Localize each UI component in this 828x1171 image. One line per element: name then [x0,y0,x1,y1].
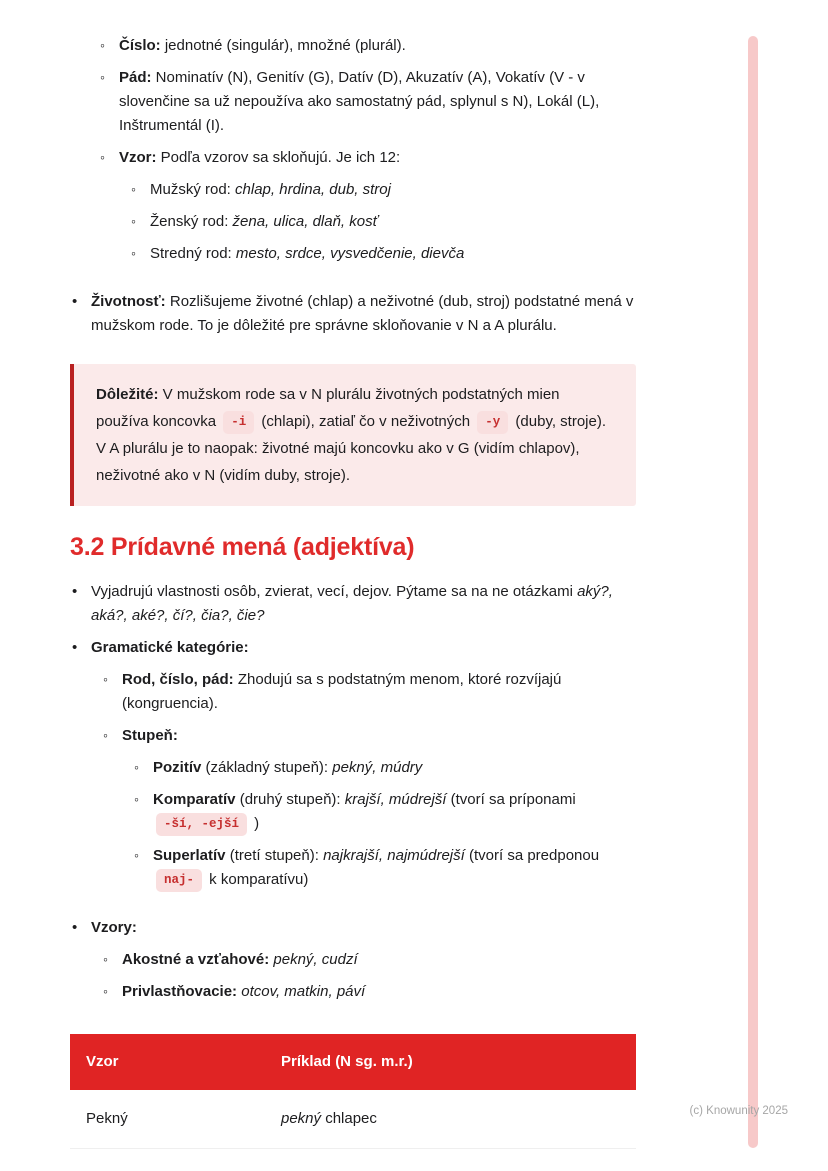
circle-bullet-icon: ◦ [100,37,105,53]
gender-sublist [119,178,636,266]
vzory-sublist [91,948,636,1004]
inline-code-prefix: naj- [156,869,202,892]
term-label: Vzor: [119,149,157,166]
list-item-superlativ [134,844,636,892]
circle-bullet-icon: ◦ [131,181,136,197]
term-label: Rod, číslo, pád: [122,671,234,688]
circle-bullet-icon: ◦ [100,149,105,165]
list-item-cislo [100,34,636,58]
term-label: Pád: [119,69,152,86]
list-item-muzsky-rod [131,178,636,202]
categories-sublist [91,668,636,900]
circle-bullet-icon: ◦ [103,671,108,687]
categories-label: Gramatické kategórie: [91,639,249,656]
inline-code-i: -i [223,411,254,434]
inline-code-y: -y [477,411,508,434]
circle-bullet-icon: ◦ [134,847,139,863]
degree-text3: k komparatívu) [205,871,309,888]
list-item-pad [100,66,636,138]
noun-categories-list [70,34,636,274]
degree-text: (druhý stupeň): [235,791,345,808]
term-label: Privlastňovacie: [122,983,238,1000]
disc-bullet-icon: • [72,919,78,936]
vzor-table [70,1034,636,1149]
degree-examples: krajší, múdrejší [344,791,447,808]
disc-bullet-icon: • [72,583,78,600]
degree-label: Superlatív [153,847,226,864]
gender-label: Ženský rod: [150,213,233,230]
term-text: jednotné (singulár), množné (plurál). [160,37,406,54]
circle-bullet-icon: ◦ [103,727,108,743]
term-label: Akostné a vzťahové: [122,951,270,968]
circle-bullet-icon: ◦ [103,983,108,999]
list-item-rod-cislo-pad [103,668,636,716]
term-text: Nominatív (N), Genitív (G), Datív (D), Akuzatív (A), Vokatív (V - v slovenčine sa už nepoužíva ako samostatný pád, splynul s N), Lokál (L), Inštrumentál (I). [119,69,600,134]
degree-examples: najkrajší, najmúdrejší [323,847,465,864]
circle-bullet-icon: ◦ [103,951,108,967]
important-callout [70,364,636,506]
vzory-label: Vzory: [91,919,137,936]
list-item-vzory [72,916,636,1012]
table-header-vzor: Vzor [70,1034,265,1090]
term-text: Rozlišujeme životné (chlap) a neživotné (dub, stroj) podstatné mená v mužskom rode. To je dôležité pre správne skloňovanie v N a A plurálu. [91,293,634,334]
gender-examples: chlap, hrdina, dub, stroj [235,181,391,198]
gender-examples: mesto, srdce, vysvedčenie, dievča [235,245,465,262]
table-header-priklad: Príklad (N sg. m.r.) [265,1034,636,1090]
list-item-gramaticke-kategorie [72,636,636,908]
gender-label: Mužský rod: [150,181,236,198]
watermark: (c) Knowunity 2025 [689,1105,788,1117]
priklad-italic: pekný [281,1110,322,1127]
degree-text: (základný stupeň): [201,759,333,776]
term-examples: pekný, cudzí [269,951,358,968]
intro-text: Vyjadrujú vlastnosti osôb, zvierat, vecí, dejov. Pýtame sa na ne otázkami [91,583,578,600]
term-text: Podľa vzorov sa skloňujú. Je ich 12: [156,149,401,166]
circle-bullet-icon: ◦ [131,245,136,261]
term-label: Číslo: [119,37,161,54]
degree-text3: ) [250,815,260,832]
callout-part2: (chlapi), zatiaľ čo v neživotných [257,413,475,430]
callout-text [96,381,610,489]
adjectives-list [70,580,636,1012]
circle-bullet-icon: ◦ [131,213,136,229]
intro-questions: aký?, aká?, aké?, čí?, čia?, čie? [91,583,613,624]
list-item-zensky-rod [131,210,636,234]
cell-priklad [265,1090,636,1149]
callout-part3: (duby, stroje). V A plurálu je to naopak: životné majú koncovku ako v G (vidím chlapov), neživotné ako v N (vidím duby, stroje). [96,413,607,484]
list-item-akostne [103,948,636,972]
circle-bullet-icon: ◦ [134,759,139,775]
term-examples: otcov, matkin, páví [237,983,366,1000]
vertical-accent-bar [748,36,758,1148]
term-text: Zhodujú sa s podstatným menom, ktoré rozvíjajú (kongruencia). [122,671,562,712]
disc-bullet-icon: • [72,639,78,656]
list-item-vzor [100,146,636,274]
zivotnost-list [70,290,636,338]
list-item-zivotnost [72,290,636,338]
stupen-label: Stupeň: [122,727,178,744]
callout-part1: V mužskom rode sa v N plurálu životných podstatných mien používa koncovka [96,386,560,430]
list-item-stredny-rod [131,242,636,266]
callout-label: Dôležité: [96,386,159,403]
circle-bullet-icon: ◦ [134,791,139,807]
cell-vzor: Pekný [70,1090,265,1149]
disc-bullet-icon: • [72,293,78,310]
priklad-text: chlapec [321,1110,377,1127]
degree-label: Komparatív [153,791,236,808]
table-header-row [70,1034,636,1090]
circle-bullet-icon: ◦ [100,69,105,85]
list-item-pozitiv [134,756,636,780]
inline-code-suffix: -ší, -ejší [156,813,247,836]
list-item-stupen [103,724,636,900]
page-content [70,34,636,1149]
term-label: Životnosť: [91,293,166,310]
degree-label: Pozitív [153,759,202,776]
list-item-privlastnovacie [103,980,636,1004]
list-item-adj-intro [72,580,636,628]
section-heading: 3.2 Prídavné mená (adjektíva) [70,533,415,561]
table-row [70,1090,636,1149]
degree-text2: (tvorí sa predponou [464,847,600,864]
degree-text2: (tvorí sa príponami [446,791,576,808]
stupen-sublist [122,756,636,892]
gender-label: Stredný rod: [150,245,236,262]
degree-examples: pekný, múdry [332,759,423,776]
list-item-komparativ [134,788,636,836]
degree-text: (tretí stupeň): [225,847,324,864]
gender-examples: žena, ulica, dlaň, kosť [232,213,378,230]
